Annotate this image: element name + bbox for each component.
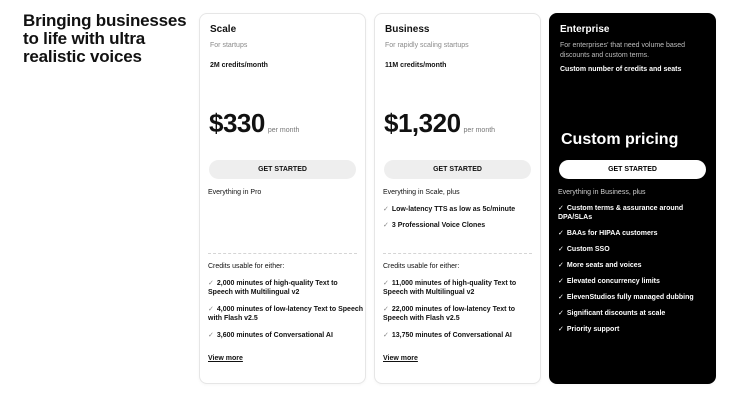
feature-list	[558, 204, 708, 341]
price-row	[209, 108, 299, 139]
check-icon: ✓	[558, 262, 564, 269]
check-icon: ✓	[558, 205, 564, 212]
price-row	[384, 108, 495, 139]
check-icon: ✓	[383, 222, 389, 229]
usage-list	[208, 279, 363, 348]
list-item: ✓ 13,750 minutes of Conversational AI	[383, 332, 512, 339]
plan-includes: Everything in Pro	[208, 189, 262, 196]
check-icon: ✓	[558, 246, 564, 253]
check-icon: ✓	[383, 280, 389, 287]
list-item: ✓ Significant discounts at scale	[558, 310, 666, 317]
plan-credits: 11M credits/month	[385, 62, 447, 69]
credits-usable-label: Credits usable for either:	[208, 263, 285, 270]
plan-price: $330	[209, 108, 265, 138]
plan-price: Custom pricing	[561, 131, 679, 148]
plan-card-enterprise	[549, 13, 716, 384]
page-headline: Bringing businesses to life with ultra realistic voices	[23, 11, 187, 66]
plan-card-business	[374, 13, 541, 384]
list-item: ✓ 3,600 minutes of Conversational AI	[208, 332, 333, 339]
check-icon: ✓	[558, 230, 564, 237]
view-more-link[interactable]: View more	[383, 355, 418, 362]
check-icon: ✓	[558, 294, 564, 301]
list-item: ✓ 22,000 minutes of low-latency Text to Speech with Flash v2.5	[383, 306, 516, 322]
plan-credits: Custom number of credits and seats	[560, 66, 682, 73]
check-icon: ✓	[208, 280, 214, 287]
list-item: ✓ 3 Professional Voice Clones	[383, 222, 486, 229]
list-item: ✓ Elevated concurrency limits	[558, 278, 660, 285]
list-item: ✓ ElevenStudios fully managed dubbing	[558, 294, 694, 301]
plan-subtitle: For rapidly scaling startups	[385, 42, 469, 49]
list-item: ✓ Low-latency TTS as low as 5c/minute	[383, 206, 516, 213]
check-icon: ✓	[558, 310, 564, 317]
list-item: ✓ Custom terms & assurance around DPA/SLAs	[558, 205, 684, 221]
plan-includes: Everything in Scale, plus	[383, 189, 460, 196]
get-started-button[interactable]: GET STARTED	[384, 160, 531, 179]
check-icon: ✓	[383, 306, 389, 313]
get-started-button[interactable]: GET STARTED	[559, 160, 706, 179]
check-icon: ✓	[558, 326, 564, 333]
plan-price: $1,320	[384, 108, 461, 138]
price-period: per month	[267, 127, 300, 134]
check-icon: ✓	[383, 206, 389, 213]
usage-list	[383, 279, 538, 348]
list-item: ✓ More seats and voices	[558, 262, 642, 269]
check-icon: ✓	[558, 278, 564, 285]
list-item: ✓ 11,000 minutes of high-quality Text to Speech with Multilingual v2	[383, 280, 517, 296]
get-started-button[interactable]: GET STARTED	[209, 160, 356, 179]
list-item: ✓ 4,000 minutes of low-latency Text to Speech with Flash v2.5	[208, 306, 364, 322]
plan-subtitle: For enterprises' that need volume based discounts and custom terms.	[560, 42, 686, 59]
feature-list	[383, 205, 533, 237]
plan-title: Business	[385, 24, 430, 35]
divider	[383, 253, 532, 254]
check-icon: ✓	[208, 332, 214, 339]
plan-title: Enterprise	[560, 24, 610, 35]
plan-card-scale	[199, 13, 366, 384]
check-icon: ✓	[383, 332, 389, 339]
check-icon: ✓	[208, 306, 214, 313]
list-item: ✓ Custom SSO	[558, 246, 610, 253]
credits-usable-label: Credits usable for either:	[383, 263, 460, 270]
list-item: ✓ Priority support	[558, 326, 620, 333]
plan-subtitle: For startups	[210, 42, 248, 49]
view-more-link[interactable]: View more	[208, 355, 243, 362]
price-period: per month	[463, 127, 496, 134]
plan-includes: Everything in Business, plus	[558, 189, 646, 196]
divider	[208, 253, 357, 254]
plan-credits: 2M credits/month	[210, 62, 268, 69]
plan-title: Scale	[210, 24, 237, 35]
list-item: ✓ 2,000 minutes of high-quality Text to Speech with Multilingual v2	[208, 280, 338, 296]
list-item: ✓ BAAs for HIPAA customers	[558, 230, 658, 237]
